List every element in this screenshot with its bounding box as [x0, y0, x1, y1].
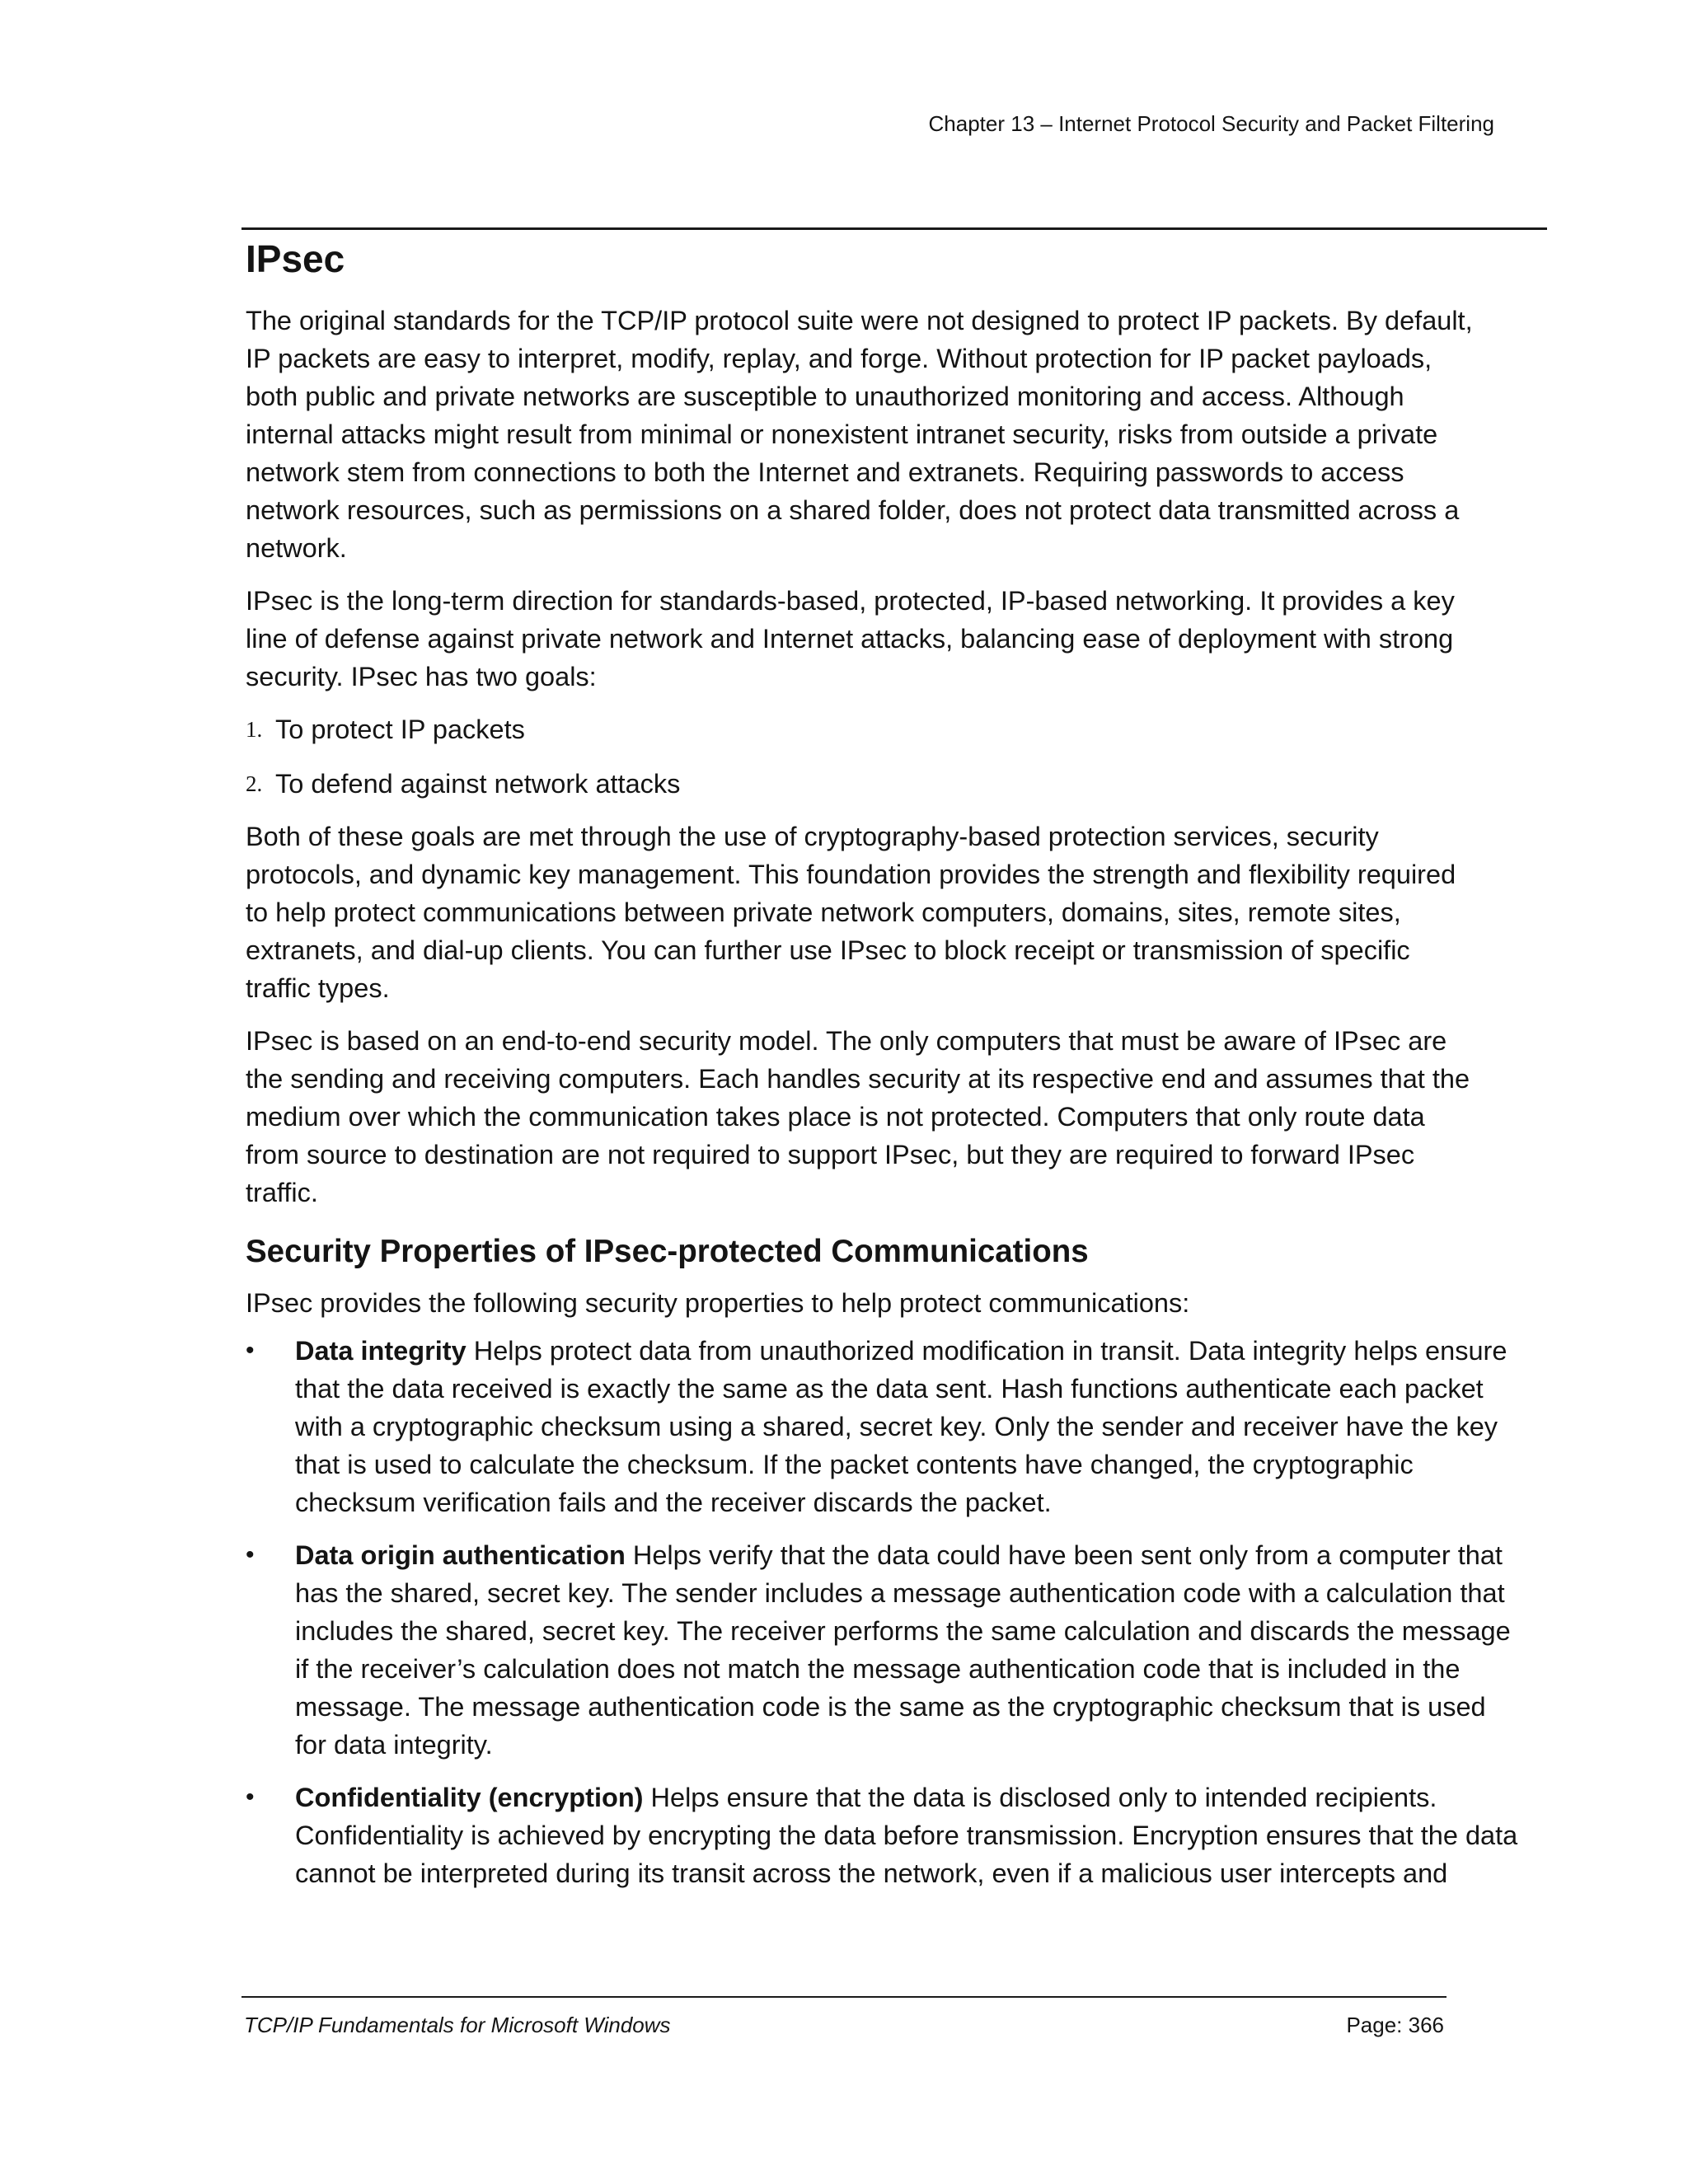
direction-paragraph: IPsec is the long-term direction for standards-based, protected, IP-based networking. It provides a key line of defense against private network and Internet attacks, balancing ease of deployment with strong security. IPsec has two goals: [246, 586, 1455, 691]
end-to-end-paragraph: IPsec is based on an end-to-end security model. The only computers that must be aware of IPsec are the sending and receiving computers. Each handles security at its respective end and assumes that the medium over which the communication takes place is not protected. Computers that only route data from source to destination are not required to support IPsec, but they are required to forward IPsec traffic. [246, 1026, 1470, 1207]
goals-list [246, 710, 1550, 803]
list-item [246, 710, 1550, 748]
bullet-icon: • [246, 1337, 255, 1364]
section-heading: IPsec [246, 237, 345, 280]
list-item-text: To defend against network attacks [275, 769, 681, 799]
footer-rule [241, 1996, 1447, 1998]
intro-paragraph: The original standards for the TCP/IP protocol suite were not designed to protect IP packets. By default, IP packets are easy to interpret, modify, replay, and forge. Without protection for IP packet payloads, both public and private networks are susceptible to unauthorized monitoring and access. Although internal attacks might result from minimal or nonexistent intranet security, risks from outside a private network stem from connections to both the Internet and extranets. Requiring passwords to access network resources, such as permissions on a shared folder, does not protect data transmitted across a network. [246, 306, 1473, 563]
list-item [246, 1779, 1550, 1892]
page-content [246, 229, 1550, 1892]
list-number: 1. [246, 717, 263, 742]
list-item-text: To protect IP packets [275, 715, 525, 744]
security-properties-list [246, 1332, 1550, 1892]
property-term: Data origin authentication [295, 1540, 626, 1570]
list-item-body [295, 1536, 1511, 1764]
property-description: Helps protect data from unauthorized modification in transit. Data integrity helps ensure that the data received is exactly the same as the data sent. Hash functions authenticate each packet with a cryptographic checksum using a shared, secret key. Only the sender and receiver have the key that is used to calculate the checksum. If the packet contents have changed, the cryptographic checksum verification fails and the receiver discards the packet. [295, 1336, 1507, 1517]
list-item-body [295, 1779, 1517, 1892]
foundation-paragraph: Both of these goals are met through the use of cryptography-based protection services, security protocols, and dynamic key management. This foundation provides the strength and flexibility required to help protect communications between private network computers, domains, sites, remote sites, extranets, and dial-up clients. You can further use IPsec to block receipt or transmission of specific traffic types. [246, 822, 1456, 1003]
list-item [246, 765, 1550, 803]
list-number: 2. [246, 771, 263, 796]
page-number: Page: 366 [1346, 2013, 1444, 2037]
list-item [246, 1536, 1550, 1764]
subsection-intro: IPsec provides the following security properties to help protect communications: [246, 1288, 1190, 1318]
property-term: Data integrity [295, 1336, 467, 1366]
running-header: Chapter 13 – Internet Protocol Security and Packet Filtering [928, 111, 1494, 136]
subsection-heading: Security Properties of IPsec-protected Communications [246, 1234, 1089, 1269]
bullet-icon: • [246, 1541, 255, 1568]
bullet-icon: • [246, 1783, 255, 1811]
property-term: Confidentiality (encryption) [295, 1783, 644, 1812]
list-item [246, 1332, 1550, 1521]
footer-book-title: TCP/IP Fundamentals for Microsoft Windows [244, 2013, 671, 2037]
property-description: Helps verify that the data could have been sent only from a computer that has the shared, secret key. The sender includes a message authentication code with a calculation that includes the shared, secret key. The receiver performs the same calculation and discards the message if the receiver’s calculation does not match the message authentication code that is included in the message. The message authentication code is the same as the cryptographic checksum that is used for data integrity. [295, 1540, 1511, 1760]
list-item-body [295, 1332, 1507, 1521]
property-description: Helps ensure that the data is disclosed only to intended recipients. Confidentiality is achieved by encrypting the data before transmission. Encryption ensures that the data cannot be interpreted during its transit across the network, even if a malicious user intercepts and [295, 1783, 1518, 1888]
